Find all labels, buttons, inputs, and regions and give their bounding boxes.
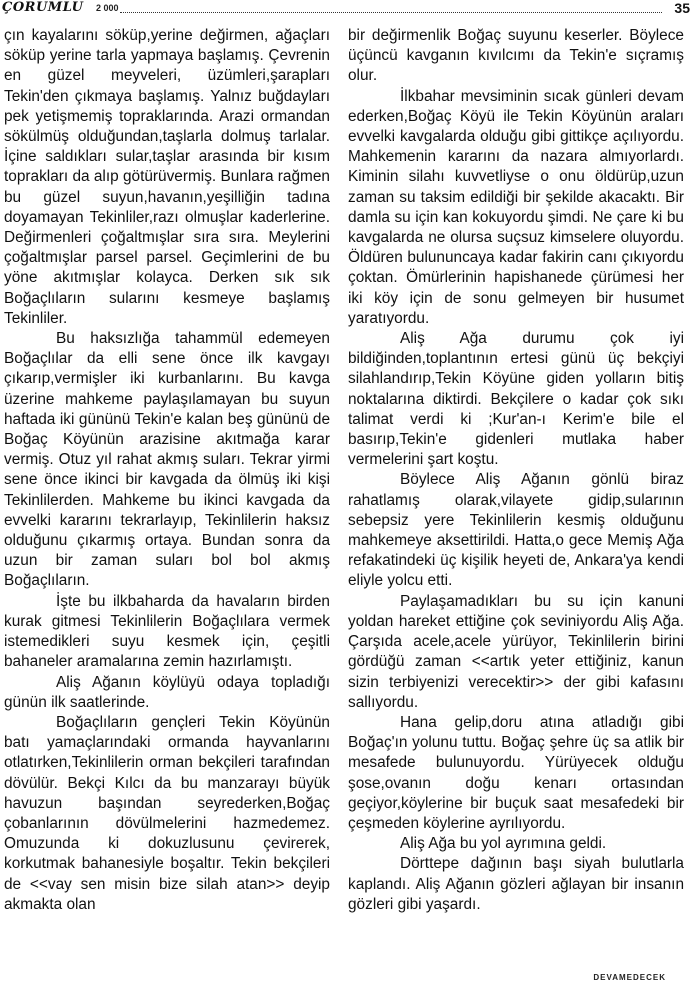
paragraph: bir değirmenlik Boğaç suyunu keserler. Böylece üçüncü kavganın kıvılcımı da Tekin'e sıçramış olur. xyxy=(348,27,684,85)
paragraph: Aliş Ağanın köylüyü odaya topladığı günün ilk saatlerinde. xyxy=(4,673,330,711)
paragraph: çın kayalarını söküp,yerine değirmen, ağaçları söküp yerine tarla yapmaya başlamış. Çevrenin en güzel meyveleri, üzümleri,şarapları Tekin'den çıkmaya başlamış. Yalnız buğdayları pek yetişmemiş topraklarında. Arazi ormandan sökülmüş olduğundan,taşlarla dolmuş tarlalar. İçine saldıkları sular,taşlar arasında bir kısım toprakları da alıp götürüvermiş. Bunlara rağmen bu güzel suyun,havanın,yeşilliğin tadına doyamayan Tekinliler,razı olmuşlar kaderlerine. Değirmenleri çoğaltmışlar sıra sıra. Meylerini çoğaltmışlar parsel parsel. Geçimlerini de bu yöne akıtmışlar kolayca. Derken sık sık Boğaçlıların sularını kesmeye başlamış Tekinliler. xyxy=(4,27,330,327)
magazine-name: ÇORUMLU xyxy=(2,0,84,15)
paragraph: İşte bu ilkbaharda da havaların birden kurak gitmesi Tekinlilerin Boğaçlılara vermek istemedikleri suyu kesmek için, çeşitli bahaneler aramalarına zemin hazırlamıştı. xyxy=(4,592,330,671)
magazine-year: 2 000 xyxy=(96,3,119,13)
page-number: 35 xyxy=(674,0,690,16)
paragraph: Hana gelip,doru atına atladığı gibi Boğaç'ın yolunu tuttu. Boğaç şehre üç sa atlik bir mesafede bulunuyordu. Yürüyecek olduğu şose,ovanın doğu kenarı ortasından geçiyor,köylerine bir buçuk saat mesafedeki bir çeşmeden köylerine ayrılıyordu. xyxy=(348,713,684,832)
paragraph: Bu haksızlığa tahammül edemeyen Boğaçlılar da elli sene önce ilk kavgayı çıkarıp,vermişler iki kurbanlarını. Bu kavga üzerine mahkeme paylaşılamayan bu suyun haftada iki gününü Tekin'e kalan beş gününü de Boğaç Köyünün arazisine akıtmağa karar vermiş. Otuz yıl rahat akmış suları. Tekrar yirmi sene önce ikinci bir kavgada da ölmüş iki kişi Tekinlilerden. Mahkeme bu ikinci kavgada da evvelki kararını tekrarlayıp, Tekinlilerin haksız olduğunu çıkarmış ortaya. Bundan sonra da uzun bir zaman suları bol bol akmış Boğaçlıların. xyxy=(4,330,330,590)
paragraph: Aliş Ağa bu yol ayrımına geldi. xyxy=(400,835,607,853)
paragraph: Aliş Ağa durumu çok iyi bildiğinden,toplantının ertesi günü üç bekçiyi silahlandırıp,Tekin Köyüne giden yolların bitiş noktalarına diktirdi. Bekçilere o kadar çok sıkı talimat verdi ki ;Kur'an-ı Kerim'e bile el basırıp,Tekin'e gidenleri mutlaka haber vermelerini şart koştu. xyxy=(348,330,684,469)
paragraph: Paylaşamadıkları bu su için kanuni yoldan hareket ettiğine çok seviniyordu Aliş Ağa. Çarşıda acele,acele yürüyor, Tekinlilerin birini gördüğü zaman <<artık yeter ettiğiniz, kanun sizin terbiyenizi verecektir>> der gibi kafasını sallıyordu. xyxy=(348,592,684,711)
paragraph: Boğaçlıların gençleri Tekin Köyünün batı yamaçlarındaki ormanda hayvanlarını otlatırken,Tekinlilerin orman bekçileri tarafından dövülür. Bekçi Kılcı da bu manzarayı büyük havuzun başından seyrederken,Boğaç çobanlarının dövülmelerini hazmedemez. Omuzunda ki dokuzlusunu çevirerek, korkutmak bahanesiyle boşaltır. Tekin bekçileri de <<vay sen misin bize silah atan>> deyip akmakta olan xyxy=(4,713,330,913)
paragraph: Dörttepe dağının başı siyah bulutlarla kaplandı. Aliş Ağanın gözleri ağlayan bir insanın gözleri gibi yaşardı. xyxy=(348,855,684,913)
page-header xyxy=(0,0,692,22)
paragraph: Böylece Aliş Ağanın gönlü biraz rahatlamış olarak,vilayete gidip,sularının sebepsiz yere Tekinlilerin kesmiş olduğunu mahkemeye aksettirildi. Hatta,o gece Memiş Ağa refakatindeki üç kişilik heyeti de, Ankara'ya kendi eliyle yolcu etti. xyxy=(348,471,684,590)
to-be-continued-label: DEVAMEDECEK xyxy=(593,973,666,982)
header-dotted-rule xyxy=(120,12,662,13)
paragraph: İlkbahar mevsiminin sıcak günleri devam ederken,Boğaç Köyü ile Tekin Köyünün araları evvelki kavgalarda olduğu gibi gittikçe açılıyordu. Mahkemenin kararını da nazara almıyorlardı. Kiminin silahı kuvvetliyse o onu öldürüp,uzun zaman su taksim edildiği bir şekilde akacaktı. Bir damla su için kan kokuyordu şimdi. Ne çare ki bu kavgalarda ne olursa suçsuz kimselere oluyordu. Öldüren bulununcaya kadar fakirin canı çıkıyordu çoktan. Ömürlerinin hapishanede çürümesi her iki köy için de sonu gelmeyen bir husumet yaratıyordu. xyxy=(348,87,684,327)
right-column xyxy=(348,26,684,915)
left-column xyxy=(4,26,330,915)
